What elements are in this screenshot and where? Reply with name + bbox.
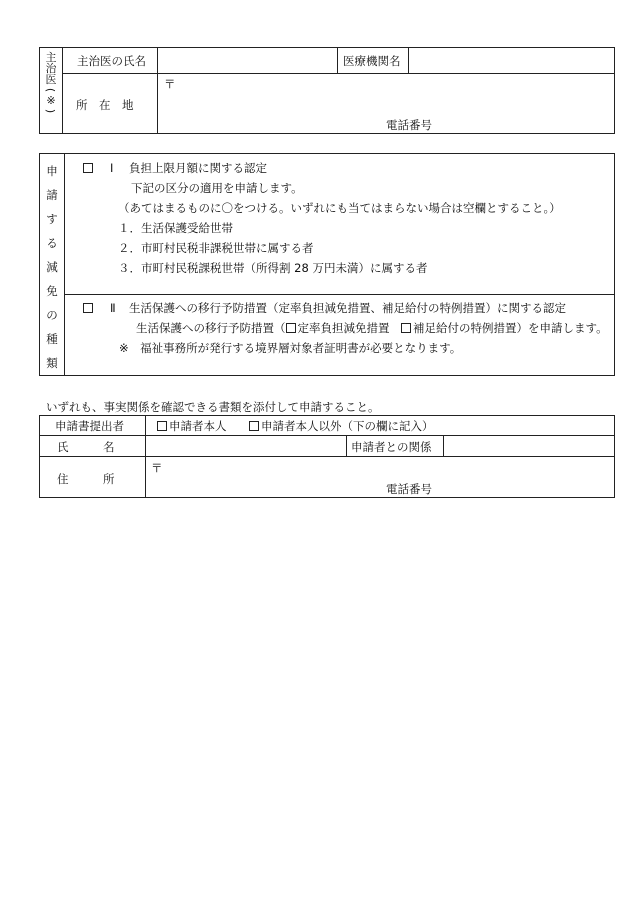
submitter-label: 申請書提出者 (55, 419, 124, 433)
section1-numeral: Ⅰ (110, 161, 114, 175)
side-char: 免 (46, 284, 58, 298)
physician-side-label (40, 52, 62, 116)
section1-line2: （あてはまるものに〇をつける。いずれにも当てはまらない場合は空欄とすること。） (118, 201, 561, 215)
side-char: 治 (45, 62, 57, 75)
option-a-label: 定率負担減免措置 (297, 321, 390, 335)
reduction-side-label (40, 166, 64, 382)
relation-field[interactable] (446, 437, 612, 455)
option-1[interactable]: １．生活保護受給世帯 (118, 221, 233, 235)
side-char: 医 (45, 73, 57, 86)
section2-line1-post: ）を申請します。 (516, 321, 608, 335)
section1-line1: 下記の区分の適用を申請します。 (131, 181, 303, 195)
side-char: ※ (46, 94, 56, 107)
side-char: 主 (45, 51, 57, 64)
option-3[interactable]: ３．市町村民税課税世帯（所得割 28 万円未満）に属する者 (118, 261, 428, 275)
section2-title: 生活保護への移行予防措置（定率負担減免措置、補足給付の特例措置）に関する認定 (129, 301, 566, 315)
section2-line1 (136, 323, 608, 335)
section2-note: ※ 福祉事務所が発行する境界層対象者証明書が必要となります。 (119, 341, 462, 355)
physician-phone-label: 電話番号 (386, 118, 432, 132)
option-b-label: 補足給付の特例措置 (413, 321, 517, 335)
self-option-label: 申請者本人 (169, 419, 227, 433)
submitter-address-label: 住 所 (57, 472, 115, 486)
attachment-instruction: いずれも、事実関係を確認できる書類を添付して申請すること。 (46, 400, 380, 414)
submitter-name-label: 氏 名 (57, 440, 115, 454)
side-char: の (46, 308, 58, 322)
side-char: 種 (46, 332, 58, 346)
side-char: ) (44, 108, 57, 114)
section1-checkbox[interactable] (83, 163, 93, 173)
side-char: 請 (46, 188, 58, 202)
option-2[interactable]: ２．市町村民税非課税世帯に属する者 (118, 241, 314, 255)
side-char: る (46, 236, 58, 250)
side-char: 申 (46, 164, 58, 178)
side-char: す (46, 212, 58, 226)
option-b-checkbox[interactable] (401, 323, 411, 333)
physician-name-field[interactable] (160, 49, 335, 71)
section2-numeral: Ⅱ (110, 301, 116, 315)
submitter-postal-mark: 〒 (151, 461, 163, 475)
physician-address-label: 所 在 地 (76, 98, 134, 112)
other-option-label: 申請者本人以外（下の欄に記入） (261, 419, 434, 433)
section2-line1-pre: 生活保護への移行予防措置（ (136, 321, 286, 335)
institution-label: 医療機関名 (343, 54, 401, 68)
physician-name-label: 主治医の氏名 (77, 54, 146, 68)
relation-label: 申請者との関係 (351, 440, 432, 454)
postal-mark: 〒 (164, 77, 176, 91)
institution-field[interactable] (410, 49, 612, 71)
side-char: ( (44, 87, 57, 93)
section2-checkbox[interactable] (83, 303, 93, 313)
option-a-checkbox[interactable] (286, 323, 296, 333)
section1-title: 負担上限月額に関する認定 (129, 161, 267, 175)
self-checkbox[interactable] (157, 421, 167, 431)
submitter-name-field[interactable] (148, 437, 344, 455)
submitter-phone-label: 電話番号 (386, 482, 432, 496)
side-char: 類 (46, 356, 58, 370)
side-char: 減 (46, 260, 58, 274)
other-checkbox[interactable] (249, 421, 259, 431)
